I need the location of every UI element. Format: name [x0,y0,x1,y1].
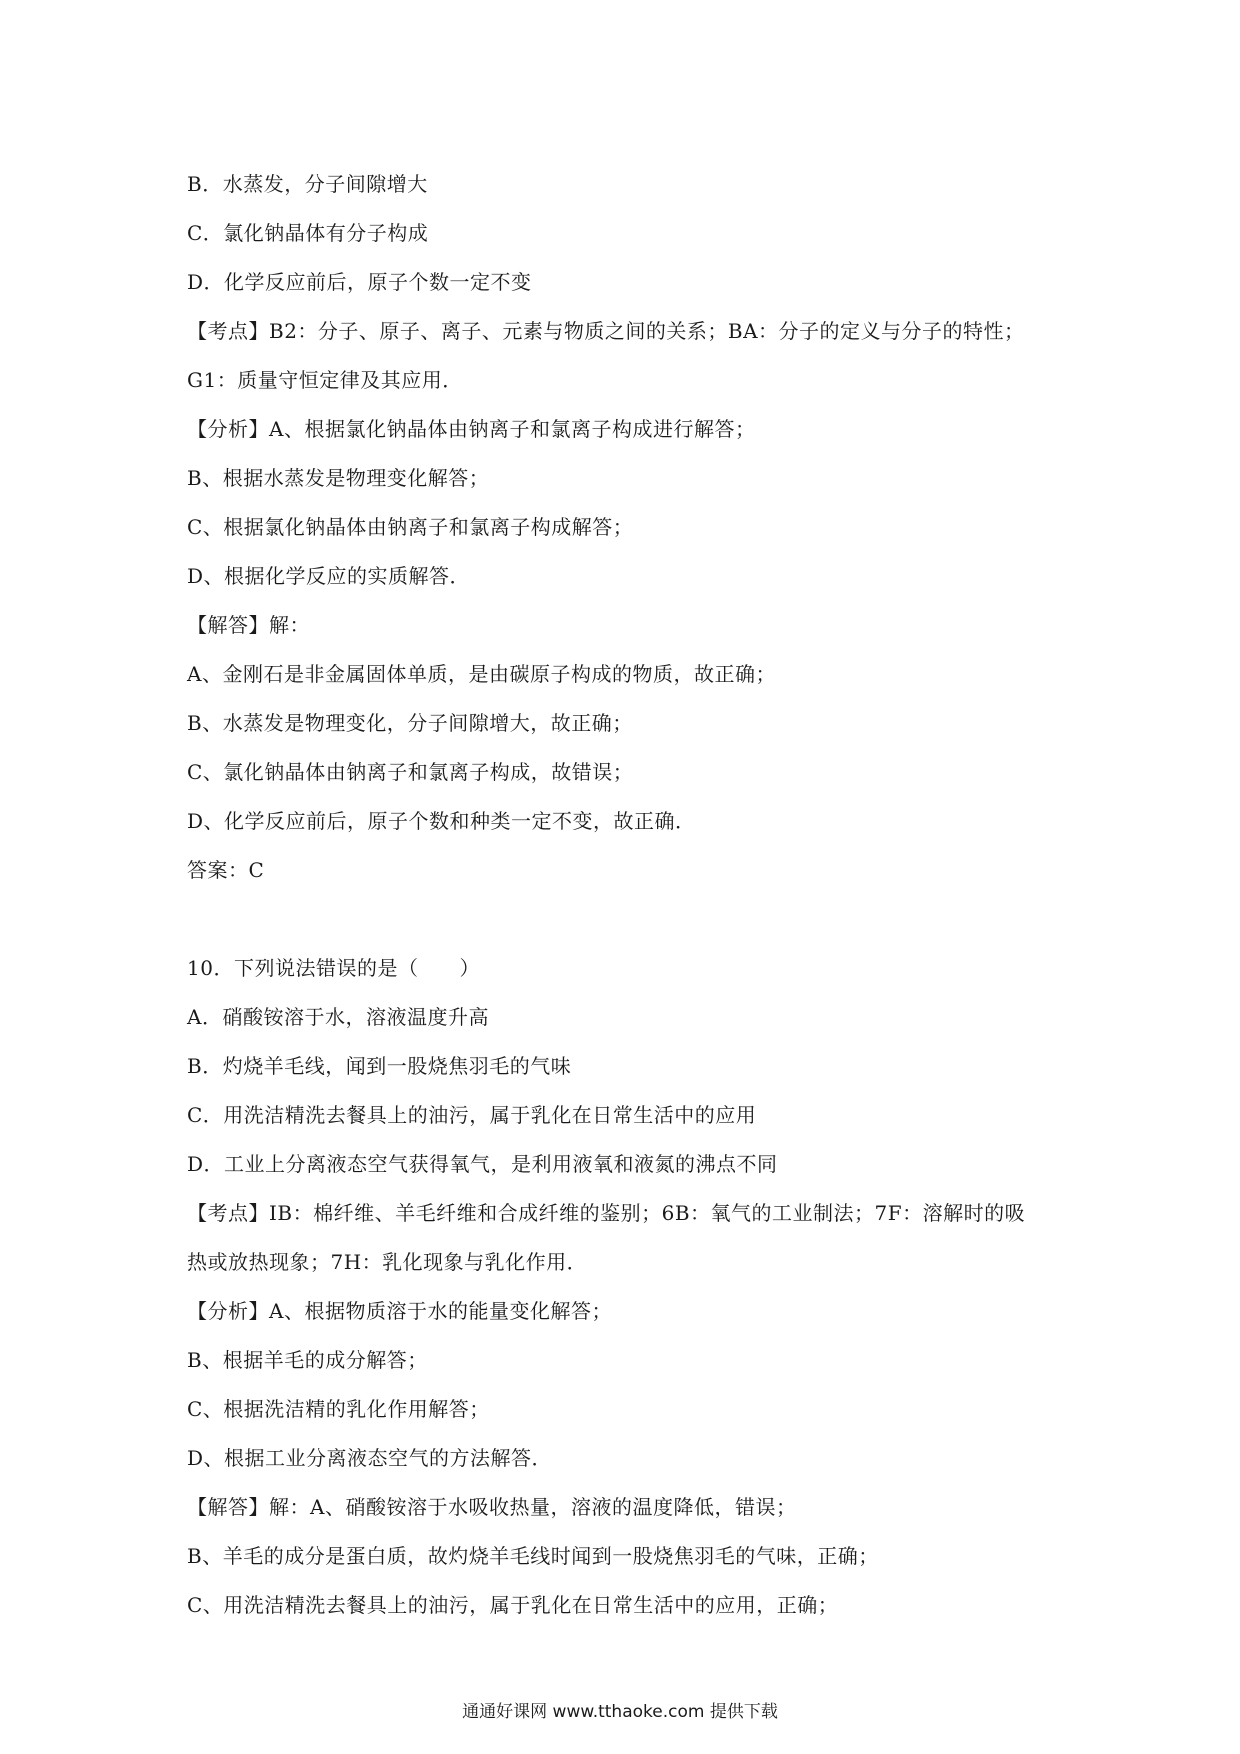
section-gap [187,895,1067,944]
q10-option-d: D．工业上分离液态空气获得氧气，是利用液氧和液氮的沸点不同 [187,1152,778,1176]
q9-option-b: B．水蒸发，分子间隙增大 [187,172,428,196]
q9-jieda-c: C、氯化钠晶体由钠离子和氯离子构成，故错误； [187,760,634,784]
q9-fenxi-a: 【分析】A、根据氯化钠晶体由钠离子和氯离子构成进行解答； [187,417,756,441]
q9-fenxi-d: D、根据化学反应的实质解答． [187,564,471,588]
q9-jieda-heading: 【解答】解： [187,613,310,637]
q9-kaodian-line-2: G1：质量守恒定律及其应用． [187,368,463,392]
q10-jieda-c: C、用洗洁精洗去餐具上的油污，属于乳化在日常生活中的应用，正确； [187,1593,839,1617]
q9-option-d: D．化学反应前后，原子个数一定不变 [187,270,532,294]
q10-fenxi-c: C、根据洗洁精的乳化作用解答； [187,1397,490,1421]
page-footer: 通通好课网 www.tthaoke.com 提供下载 [462,1702,778,1722]
q9-kaodian-line-1: 【考点】B2：分子、原子、离子、元素与物质之间的关系；BA：分子的定义与分子的特性； [187,319,1025,343]
q9-jieda-d: D、化学反应前后，原子个数和种类一定不变，故正确． [187,809,696,833]
q10-stem: 10．下列说法错误的是（ ） [187,956,480,980]
q10-jieda-b: B、羊毛的成分是蛋白质，故灼烧羊毛线时闻到一股烧焦羽毛的气味，正确； [187,1544,879,1568]
q10-option-a: A．硝酸铵溶于水，溶液温度升高 [187,1005,489,1029]
q10-fenxi-d: D、根据工业分离液态空气的方法解答． [187,1446,553,1470]
q9-option-c: C．氯化钠晶体有分子构成 [187,221,429,245]
q9-jieda-a: A、金刚石是非金属固体单质，是由碳原子构成的物质，故正确； [187,662,776,686]
q9-fenxi-c: C、根据氯化钠晶体由钠离子和氯离子构成解答； [187,515,634,539]
q10-jieda-a: 【解答】解：A、硝酸铵溶于水吸收热量，溶液的温度降低，错误； [187,1495,797,1519]
q10-fenxi-a: 【分析】A、根据物质溶于水的能量变化解答； [187,1299,612,1323]
q10-option-b: B．灼烧羊毛线，闻到一股烧焦羽毛的气味 [187,1054,572,1078]
q10-kaodian-line-1: 【考点】IB：棉纤维、羊毛纤维和合成纤维的鉴别；6B：氧气的工业制法；7F：溶解时的吸 [187,1201,1026,1225]
q9-fenxi-b: B、根据水蒸发是物理变化解答； [187,466,490,490]
q9-answer: 答案：C [187,858,265,882]
q10-option-c: C．用洗洁精洗去餐具上的油污，属于乳化在日常生活中的应用 [187,1103,757,1127]
document-body [187,160,1067,1630]
q9-jieda-b: B、水蒸发是物理变化，分子间隙增大，故正确； [187,711,633,735]
q10-kaodian-line-2: 热或放热现象；7H：乳化现象与乳化作用． [187,1250,588,1274]
q10-fenxi-b: B、根据羊毛的成分解答； [187,1348,428,1372]
